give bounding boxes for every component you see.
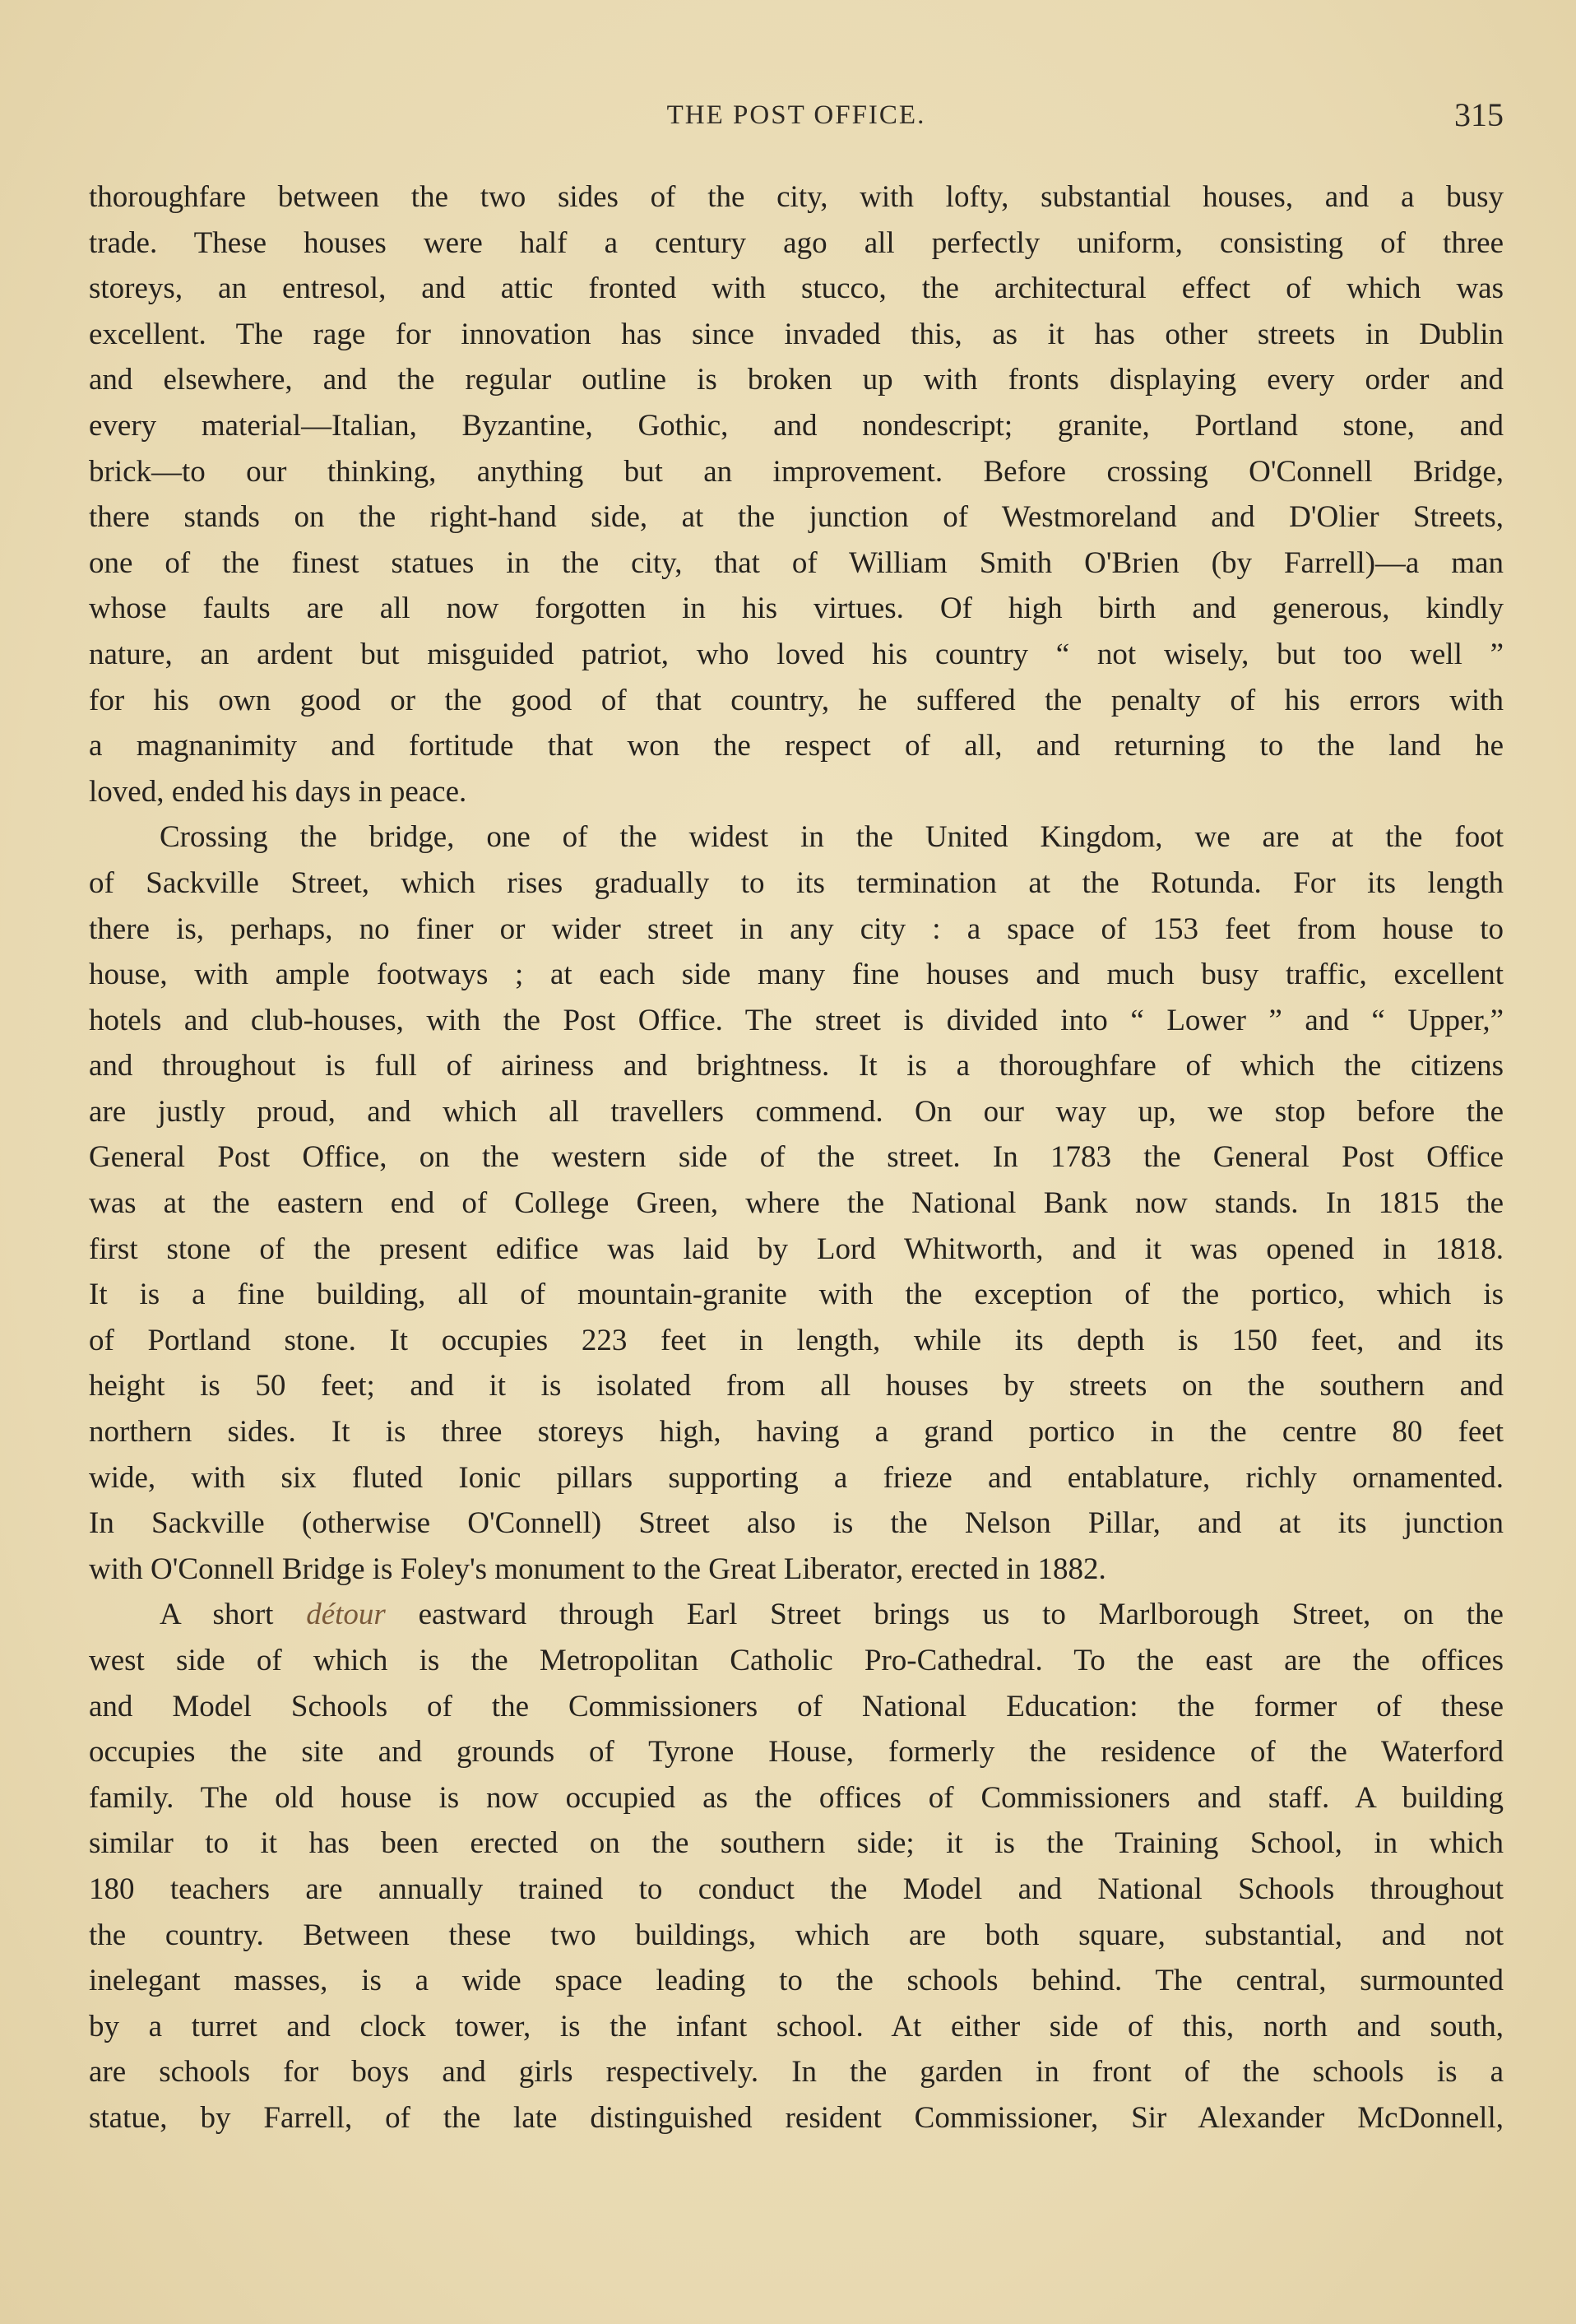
text-line: of Sackville Street, which rises gradually to its termination at the Rotunda. For its length — [89, 865, 1504, 900]
text-line: was at the eastern end of College Green, where the National Bank now stands. In 1815 the — [89, 1186, 1504, 1221]
text-line: storeys, an entresol, and attic fronted with stucco, the architectural effect of which was — [89, 271, 1504, 306]
paragraph-1 — [89, 174, 1504, 814]
text-line: are schools for boys and girls respectively. In the garden in front of the schools is a — [89, 2055, 1504, 2090]
text-line: similar to it has been erected on the southern side; it is the Training School, in which — [89, 1826, 1504, 1861]
text-fragment: A short — [160, 1598, 307, 1632]
text-line: every material—Italian, Byzantine, Gothic, and nondescript; granite, Portland stone, and — [89, 408, 1504, 443]
text-line: one of the finest statues in the city, that of William Smith O'Brien (by Farrell)—a man — [89, 545, 1504, 580]
page-number: 315 — [1454, 96, 1504, 133]
text-line: wide, with six fluted Ionic pillars supporting a frieze and entablature, richly ornamented. — [89, 1460, 1504, 1495]
text-line: and Model Schools of the Commissioners of National Education: the former of these — [89, 1689, 1504, 1723]
text-line: first stone of the present edifice was laid by Lord Whitworth, and it was opened in 1818. — [89, 1232, 1504, 1266]
text-line: Crossing the bridge, one of the widest in the United Kingdom, we are at the foot — [160, 820, 1504, 855]
text-line: excellent. The rage for innovation has since invaded this, as it has other streets in Dublin — [89, 317, 1504, 351]
text-line: hotels and club-houses, with the Post Office. The street is divided into “ Lower ” and “ Upper,” — [89, 1003, 1504, 1037]
text-line: height is 50 feet; and it is isolated from all houses by streets on the southern and — [89, 1369, 1504, 1403]
text-line: there stands on the right-hand side, at the junction of Westmoreland and D'Olier Streets, — [89, 500, 1504, 535]
text-line: 180 teachers are annually trained to conduct the Model and National Schools throughout — [89, 1872, 1504, 1906]
text-fragment: eastward through Earl Street brings us to Marlborough Street, on the — [385, 1598, 1504, 1632]
text-line: It is a fine building, all of mountain-granite with the exception of the portico, which is — [89, 1278, 1504, 1312]
text-line: of Portland stone. It occupies 223 feet in length, while its depth is 150 feet, and its — [89, 1323, 1504, 1357]
text-line: In Sackville (otherwise O'Connell) Street also is the Nelson Pillar, and at its junction — [89, 1506, 1504, 1541]
body-text — [89, 174, 1504, 2141]
paragraph-3 — [89, 1592, 1504, 2141]
running-head: THE POST OFFICE. — [666, 100, 926, 130]
text-line: General Post Office, on the western side of the street. In 1783 the General Post Office — [89, 1140, 1504, 1175]
text-line: family. The old house is now occupied as the offices of Commissioners and staff. A building — [89, 1780, 1504, 1815]
text-line: whose faults are all now forgotten in his virtues. Of high birth and generous, kindly — [89, 591, 1504, 626]
text-line: there is, perhaps, no finer or wider street in any city : a space of 153 feet from house to — [89, 912, 1504, 946]
text-line — [89, 1592, 1504, 1638]
text-line: a magnanimity and fortitude that won the respect of all, and returning to the land he — [89, 729, 1504, 763]
text-line: are justly proud, and which all travellers commend. On our way up, we stop before the — [89, 1094, 1504, 1129]
text-line: house, with ample footways ; at each side many fine houses and much busy traffic, excellent — [89, 958, 1504, 992]
page-header — [89, 95, 1504, 145]
text-line: northern sides. It is three storeys high, having a grand portico in the centre 80 feet — [89, 1415, 1504, 1450]
text-line: nature, an ardent but misguided patriot, who loved his country “ not wisely, but too well ” — [89, 637, 1504, 671]
text-line: statue, by Farrell, of the late distinguished resident Commissioner, Sir Alexander McDonnell, — [89, 2100, 1504, 2135]
text-line: loved, ended his days in peace. — [89, 774, 467, 809]
text-line: and throughout is full of airiness and brightness. It is a thoroughfare of which the citizens — [89, 1049, 1504, 1083]
text-line: occupies the site and grounds of Tyrone House, formerly the residence of the Waterford — [89, 1735, 1504, 1770]
text-line: brick—to our thinking, anything but an improvement. Before crossing O'Connell Bridge, — [89, 454, 1504, 489]
text-line: with O'Connell Bridge is Foley's monument to the Great Liberator, erected in 1882. — [89, 1552, 1106, 1586]
text-line: the country. Between these two buildings, which are both square, substantial, and not — [89, 1918, 1504, 1952]
text-line: trade. These houses were half a century ago all perfectly uniform, consisting of three — [89, 225, 1504, 260]
text-line: by a turret and clock tower, is the infant school. At either side of this, north and south, — [89, 2009, 1504, 2043]
text-line: inelegant masses, is a wide space leading to the schools behind. The central, surmounted — [89, 1964, 1504, 1998]
paragraph-2 — [89, 814, 1504, 1592]
text-line: for his own good or the good of that country, he suffered the penalty of his errors with — [89, 683, 1504, 717]
text-line: thoroughfare between the two sides of the city, with lofty, substantial houses, and a busy — [89, 180, 1504, 214]
italic-word: détour — [306, 1598, 386, 1632]
text-line: and elsewhere, and the regular outline is broken up with fronts displaying every order and — [89, 363, 1504, 397]
text-line: west side of which is the Metropolitan Catholic Pro-Cathedral. To the east are the offices — [89, 1644, 1504, 1677]
